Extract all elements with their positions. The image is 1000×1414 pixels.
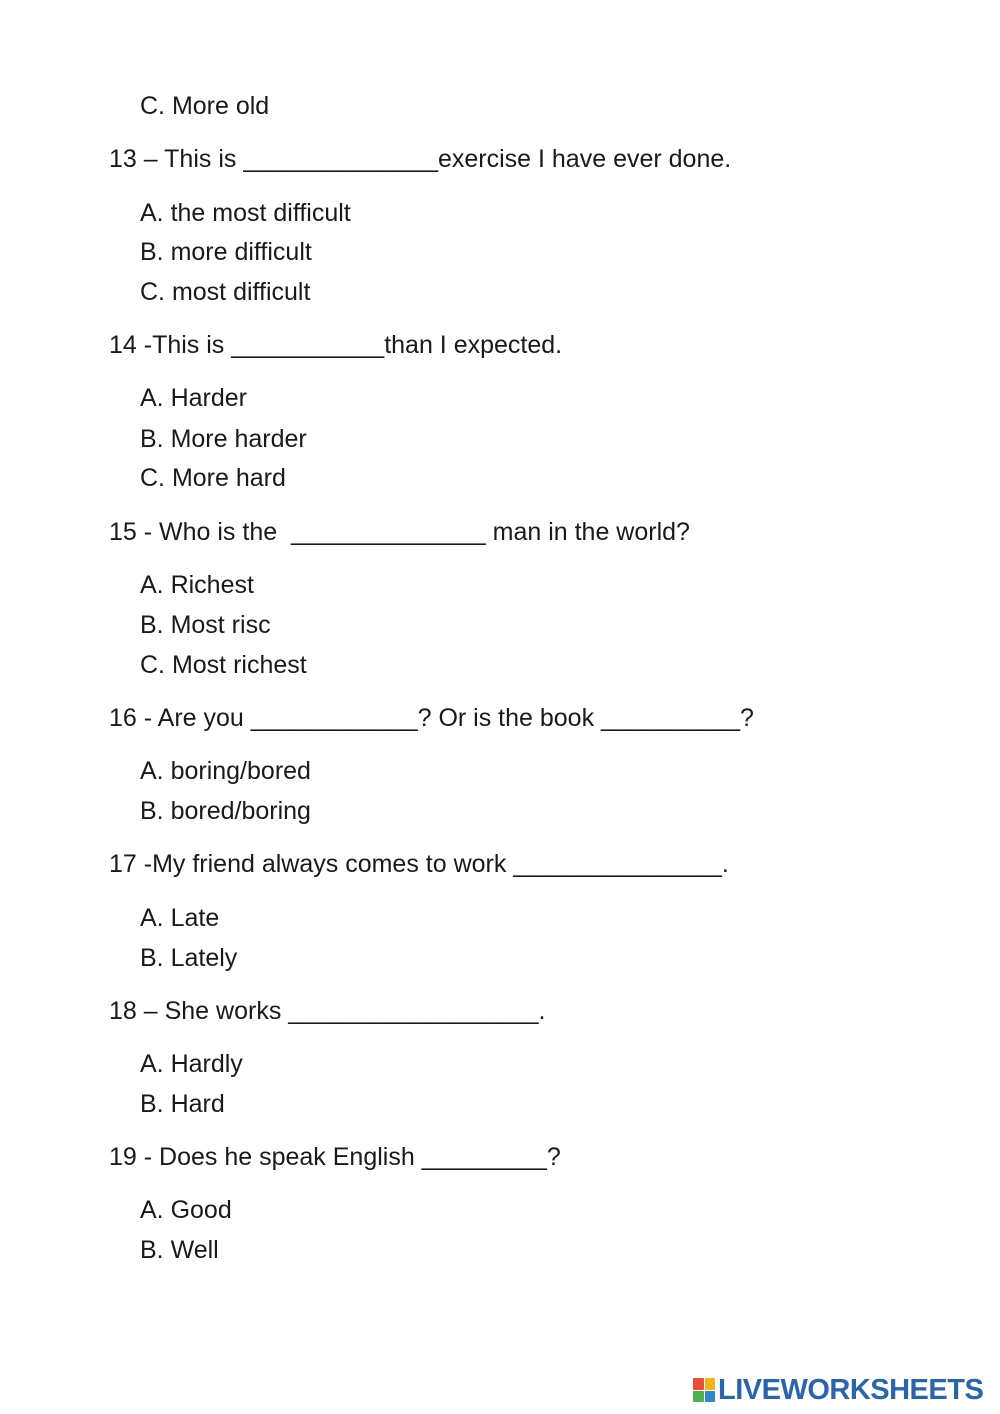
question-19: 19 - Does he speak English _________? <box>109 1143 561 1171</box>
option-b-q16: B. bored/boring <box>140 797 311 825</box>
question-17: 17 -My friend always comes to work _______________. <box>109 850 729 878</box>
option-b-q13: B. more difficult <box>140 238 312 266</box>
question-15: 15 - Who is the ______________ man in the world? <box>109 518 690 546</box>
option-a-q18: A. Hardly <box>140 1050 243 1078</box>
option-b-q18: B. Hard <box>140 1090 225 1118</box>
option-c-q12: C. More old <box>140 92 270 120</box>
question-13: 13 – This is ______________exercise I have ever done. <box>109 145 732 173</box>
option-a-q19: A. Good <box>140 1196 232 1224</box>
liveworksheets-logo <box>693 1374 983 1406</box>
option-b-q19: B. Well <box>140 1236 219 1264</box>
option-a-q16: A. boring/bored <box>140 757 311 785</box>
option-a-q13: A. the most difficult <box>140 199 351 227</box>
option-b-q17: B. Lately <box>140 944 238 972</box>
option-c-q15: C. Most richest <box>140 651 307 679</box>
question-18: 18 – She works __________________. <box>109 997 546 1025</box>
logo-text: LIVEWORKSHEETS <box>718 1374 984 1406</box>
option-a-q14: A. Harder <box>140 384 247 412</box>
option-a-q15: A. Richest <box>140 571 254 599</box>
option-a-q17: A. Late <box>140 904 220 932</box>
question-14: 14 -This is ___________than I expected. <box>109 331 563 359</box>
option-c-q14: C. More hard <box>140 464 286 492</box>
option-b-q15: B. Most risc <box>140 611 271 639</box>
question-16: 16 - Are you ____________? Or is the book __________? <box>109 704 754 732</box>
option-c-q13: C. most difficult <box>140 278 311 306</box>
option-b-q14: B. More harder <box>140 425 307 453</box>
liveworksheets-logo-icon <box>693 1378 715 1402</box>
